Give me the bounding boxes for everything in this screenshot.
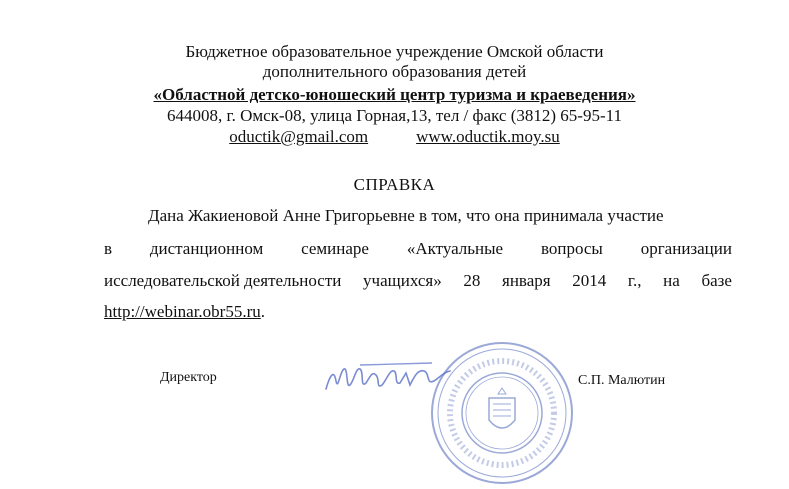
org-website-link[interactable]: www.oductik.moy.su (416, 127, 560, 146)
word: вопросы (540, 239, 603, 258)
word: на (663, 271, 680, 290)
certificate-text-line2 (104, 239, 732, 259)
word: базе (701, 271, 732, 290)
certificate-text-line3 (104, 271, 732, 291)
certificate-text-line4 (104, 302, 732, 322)
word: исследовательской деятельности (104, 271, 342, 290)
signature-icon (320, 355, 460, 405)
document-title: СПРАВКА (353, 175, 436, 194)
certificate-text-line1: Дана Жакиеновой Анне Григорьевне в том, что она принимала участие (148, 206, 664, 225)
signatory-name: С.П. Малютин (578, 373, 666, 388)
word: г., (627, 271, 642, 290)
word: 28 (463, 271, 481, 290)
word: «Актуальные (406, 239, 504, 258)
link-suffix: . (260, 302, 266, 321)
word: семинаре (301, 239, 369, 258)
org-full-name: «Областной детско-юношеский центр туризма и краеведения» (153, 85, 636, 104)
word: января (502, 271, 551, 290)
org-contacts (0, 127, 789, 147)
webinar-link[interactable]: http://webinar.obr55.ru (104, 302, 261, 321)
word: организации (640, 239, 732, 258)
word: 2014 (572, 271, 607, 290)
org-address: 644008, г. Омск-08, улица Горная,13, тел / факс (3812) 65-95-11 (167, 106, 622, 125)
org-name-line2: дополнительного образования детей (262, 62, 527, 81)
word: дистанционном (149, 239, 264, 258)
word: учащихся» (363, 271, 442, 290)
word: в (104, 239, 113, 258)
signatory-position: Директор (160, 370, 217, 385)
org-email-link[interactable]: oductik@gmail.com (229, 127, 369, 146)
org-name-line1: Бюджетное образовательное учреждение Омской области (185, 42, 604, 61)
